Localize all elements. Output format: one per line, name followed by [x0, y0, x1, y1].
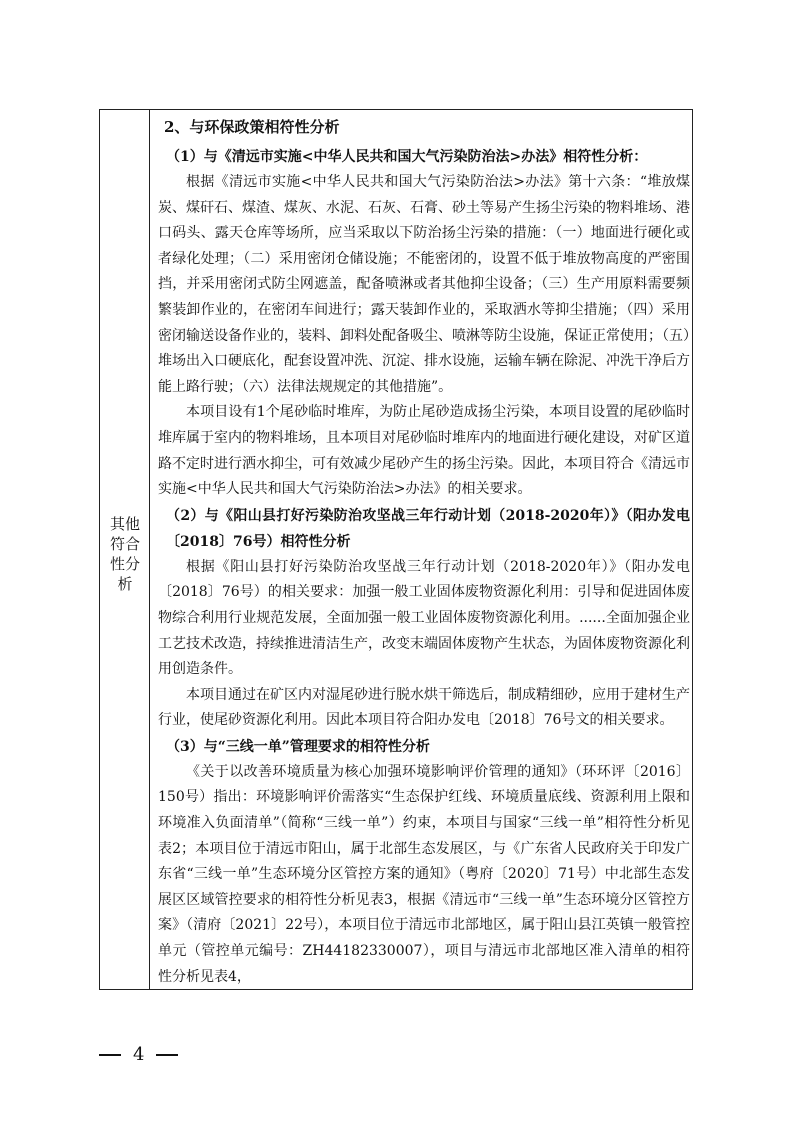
subsection-3-paragraph-1: 《关于以改善环境质量为核心加强环境影响评价管理的通知》（环环评〔2016〕150号）指出：环境影响评价需落实“生态保护红线、环境质量底线、资源利用上限和环境准入负面清单”（简称“三线一单”）约束，本项目与国家“三线一单”相符性分析见表2；本项目位于清远市阳山，属于北部生态发展区，与《广东省人民政府关于印发广东省“三线一单”生态环境分区管控方案的通知》（粤府〔2020〕71号）中北部生态发展区区域管控要求的相符性分析见表3，根据《清远市“三线一单”生态环境分区管控方案》（清府〔2021〕22号），本项目位于清远市北部地区，属于阳山县江英镇一般管控单元（管控单元编号：ZH44182330007），项目与清远市北部地区准入清单的相符性分析见表4， [158, 763, 690, 985]
subsection-2-paragraph-2: 本项目通过在矿区内对湿尾砂进行脱水烘干筛选后，制成精细砂，应用于建材生产行业，使尾砂资源化利用。因此本项目符合阳办发电〔2018〕76号文的相关要求。 [158, 686, 690, 729]
page-footer [99, 1040, 178, 1070]
analysis-table [99, 109, 693, 990]
subsection-3-title: （3）与“三线一单”管理要求的相符性分析 [166, 738, 430, 755]
analysis-content [158, 113, 690, 990]
category-cell [100, 110, 150, 989]
category-label: 其他符合性分析 [109, 515, 140, 593]
subsection-2-paragraph-1: 根据《阳山县打好污染防治攻坚战三年行动计划（2018-2020年）》（阳办发电〔2018〕76号）的相关要求：加强一般工业固体废物资源化利用：引导和促进固体废物综合利用行业规范发展，全面加强一般工业固体废物资源化利用。......全面加强企业工艺技术改造，持续推进清洁生产，改变末端固体废物产生状态，为固体废物资源化利用创造条件。 [158, 558, 690, 678]
footer-dash-right [156, 1054, 178, 1056]
footer-dash-left [99, 1054, 121, 1056]
page-number: 4 [133, 1044, 145, 1065]
subsection-1-paragraph-2: 本项目设有1个尾砂临时堆库，为防止尾砂造成扬尘污染，本项目设置的尾砂临时堆库属于室内的物料堆场，且本项目对尾砂临时堆库内的地面进行硬化建设，对矿区道路不定时进行洒水抑尘，可有效减少尾砂产生的扬尘污染。因此，本项目符合《清远市实施<中华人民共和国大气污染防治法>办法》的相关要求。 [158, 404, 690, 498]
subsection-1-title: （1）与《清远市实施<中华人民共和国大气污染防治法>办法》相符性分析： [166, 149, 648, 165]
section-title: 2、与环保政策相符性分析 [164, 118, 340, 136]
subsection-1-paragraph-1: 根据《清远市实施<中华人民共和国大气污染防治法>办法》第十六条：“堆放煤炭、煤矸石、煤渣、煤灰、水泥、石灰、石膏、砂土等易产生扬尘污染的物料堆场、港口码头、露天仓库等场所，应当采取以下防治扬尘污染的措施：（一）地面进行硬化或者绿化处理；（二）采用密闭仓储设施；不能密闭的，设置不低于堆放物高度的严密围挡，并采用密闭式防尘网遮盖，配备喷淋或者其他抑尘设备；（三）生产用原料需要频繁装卸作业的，在密闭车间进行；露天装卸作业的，采取洒水等抑尘措施；（四）采用密闭输送设备作业的，装料、卸料处配备吸尘、喷淋等防尘设施，保证正常使用；（五）堆场出入口硬底化，配套设置冲洗、沉淀、排水设施，运输车辆在除泥、冲洗干净后方能上路行驶；（六）法律法规规定的其他措施”。 [158, 174, 690, 395]
subsection-2-title: （2）与《阳山县打好污染防治攻坚战三年行动计划（2018-2020年）》（阳办发电〔2018〕76号）相符性分析 [166, 507, 690, 550]
